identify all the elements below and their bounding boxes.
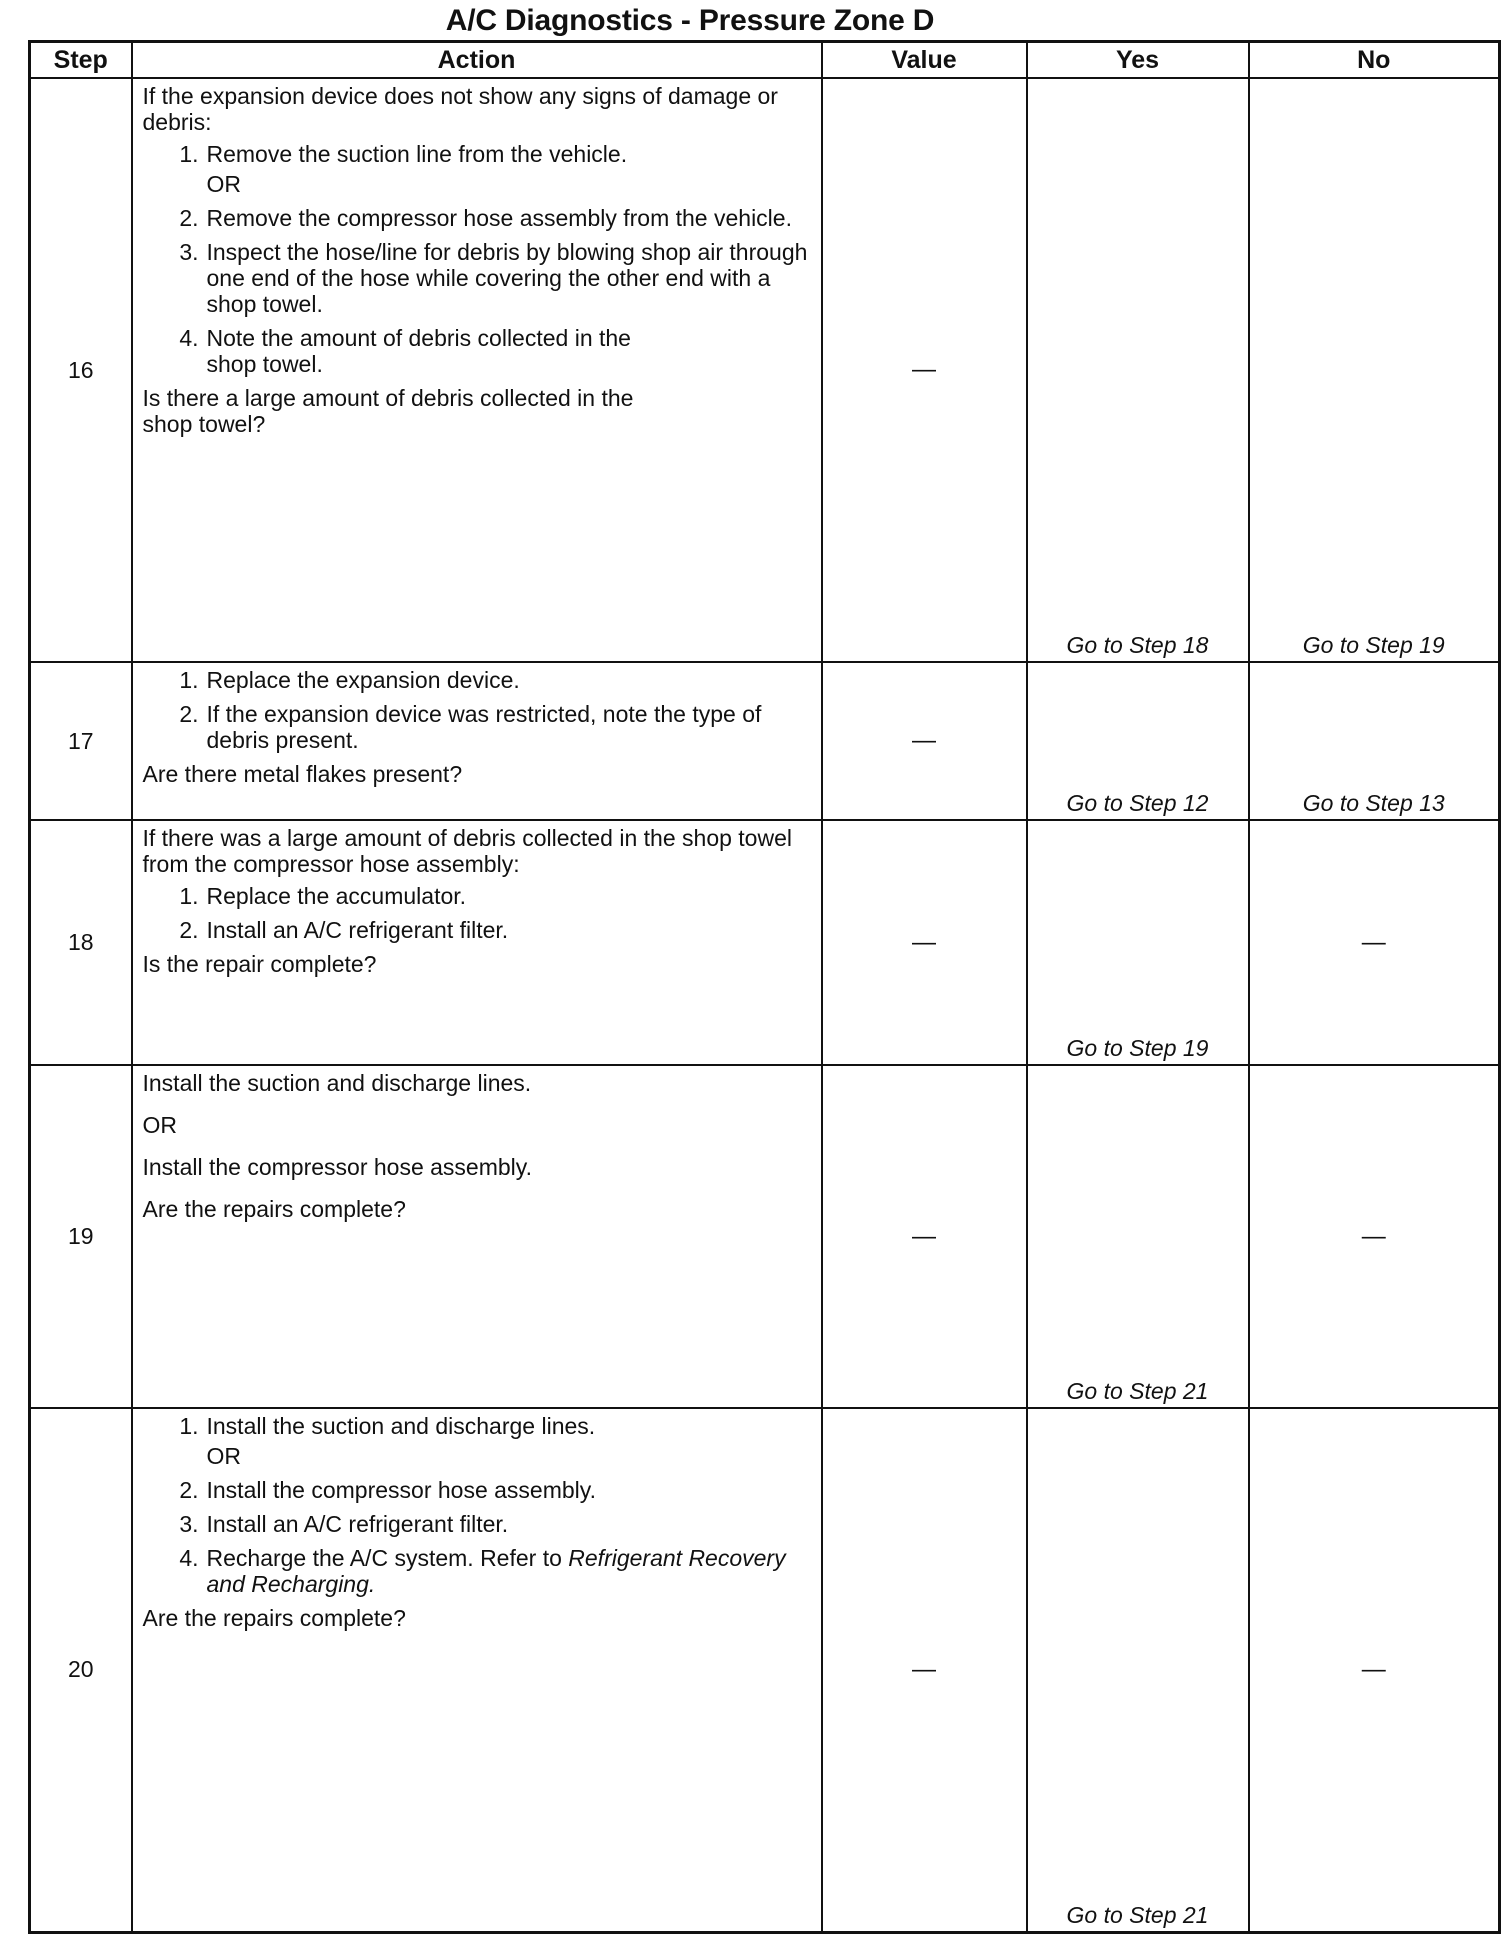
table-row bbox=[30, 1408, 1500, 1932]
action-step-text: Recharge the A/C system. Refer to bbox=[206, 1545, 562, 1571]
action-step: 2. Install an A/C refrigerant filter. bbox=[179, 917, 509, 943]
action-line: Install the suction and discharge lines. bbox=[142, 1070, 532, 1096]
value-cell: — bbox=[822, 662, 1027, 820]
action-step: 2. Install the compressor hose assembly. bbox=[179, 1477, 596, 1503]
action-step: 1. Replace the accumulator. bbox=[179, 883, 467, 909]
action-question: Are there metal flakes present? bbox=[142, 761, 463, 787]
header-no: No bbox=[1249, 42, 1500, 79]
or-separator: OR bbox=[206, 1443, 241, 1469]
action-step: 1. Install the suction and discharge lines. bbox=[179, 1413, 596, 1439]
action-intro: If the expansion device does not show any signs of damage or debris: bbox=[142, 83, 778, 135]
step-number: 19 bbox=[30, 1065, 132, 1408]
yes-goto: Go to Step 21 bbox=[1027, 1408, 1249, 1932]
table-row bbox=[30, 1065, 1500, 1408]
action-question: Is there a large amount of debris collected in the shop towel? bbox=[142, 385, 634, 437]
diagnostic-table bbox=[28, 40, 1501, 1934]
action-step: 3. Install an A/C refrigerant filter. bbox=[179, 1511, 509, 1537]
value-cell: — bbox=[822, 1408, 1027, 1932]
value-cell: — bbox=[822, 820, 1027, 1065]
no-goto: Go to Step 19 bbox=[1249, 78, 1500, 662]
step-number: 17 bbox=[30, 662, 132, 820]
action-question: Are the repairs complete? bbox=[142, 1196, 406, 1222]
action-intro: If there was a large amount of debris collected in the shop towel from the compressor hose assembly: bbox=[142, 825, 792, 877]
or-separator: OR bbox=[142, 1112, 177, 1138]
value-cell: — bbox=[822, 78, 1027, 662]
page-title: A/C Diagnostics - Pressure Zone D bbox=[445, 4, 935, 37]
or-separator: OR bbox=[206, 171, 241, 197]
action-step: 4. Note the amount of debris collected in the shop towel. bbox=[179, 325, 631, 377]
action-step: 2. If the expansion device was restricted, note the type of debris present. bbox=[179, 701, 762, 753]
no-dash: — bbox=[1249, 1065, 1500, 1408]
table-row bbox=[30, 78, 1500, 662]
table-row bbox=[30, 662, 1500, 820]
no-dash: — bbox=[1249, 1408, 1500, 1932]
action-question: Are the repairs complete? bbox=[142, 1605, 406, 1631]
action-question: Is the repair complete? bbox=[142, 951, 377, 977]
yes-goto: Go to Step 21 bbox=[1027, 1065, 1249, 1408]
header-step: Step bbox=[30, 42, 132, 79]
step-number: 20 bbox=[30, 1408, 132, 1932]
yes-goto: Go to Step 18 bbox=[1027, 78, 1249, 662]
value-cell: — bbox=[822, 1065, 1027, 1408]
table-row bbox=[30, 820, 1500, 1065]
action-step: 1. Remove the suction line from the vehicle. bbox=[179, 141, 628, 167]
action-cell bbox=[132, 820, 822, 1065]
action-cell bbox=[132, 1065, 822, 1408]
reference-link-text: Refrigerant Recovery and Recharging. bbox=[206, 1545, 786, 1597]
action-step: 4. Recharge the A/C system. Refer to Refrigerant Recovery and Recharging. bbox=[179, 1545, 786, 1597]
header-value: Value bbox=[822, 42, 1027, 79]
header-action: Action bbox=[132, 42, 822, 79]
header-yes: Yes bbox=[1027, 42, 1249, 79]
step-number: 18 bbox=[30, 820, 132, 1065]
header-row bbox=[30, 42, 1500, 79]
action-cell bbox=[132, 1408, 822, 1932]
step-number: 16 bbox=[30, 78, 132, 662]
action-line: Install the compressor hose assembly. bbox=[142, 1154, 532, 1180]
no-dash: — bbox=[1249, 820, 1500, 1065]
action-cell bbox=[132, 78, 822, 662]
no-goto: Go to Step 13 bbox=[1249, 662, 1500, 820]
action-step: 3. Inspect the hose/line for debris by blowing shop air through one end of the hose while covering the other end with a shop towel. bbox=[179, 239, 808, 317]
yes-goto: Go to Step 19 bbox=[1027, 820, 1249, 1065]
action-step: 1. Replace the expansion device. bbox=[179, 667, 520, 693]
action-cell bbox=[132, 662, 822, 820]
action-step: 2. Remove the compressor hose assembly from the vehicle. bbox=[179, 205, 792, 231]
yes-goto: Go to Step 12 bbox=[1027, 662, 1249, 820]
